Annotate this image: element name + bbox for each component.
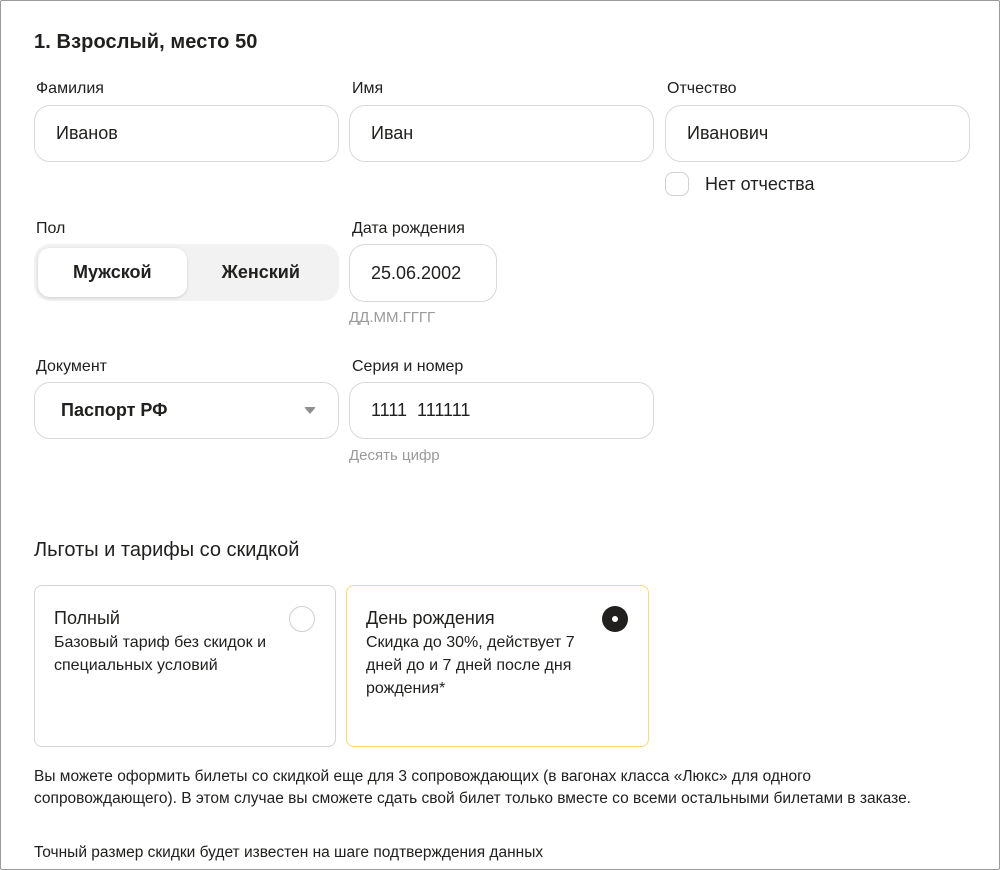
benefits-heading: Льготы и тарифы со скидкой xyxy=(34,539,300,561)
first-name-label: Имя xyxy=(352,80,384,97)
discount-note-secondary: Точный размер скидки будет известен на шаге подтверждения данных xyxy=(34,844,544,861)
gender-option-male[interactable]: Мужской xyxy=(38,248,187,297)
birth-date-label: Дата рождения xyxy=(352,220,465,237)
document-type-value: Паспорт РФ xyxy=(61,400,168,420)
birth-date-value: 25.06.2002 xyxy=(371,262,462,283)
middle-name-input[interactable] xyxy=(665,105,970,162)
no-middle-name-label: Нет отчества xyxy=(705,173,815,194)
tariff-title: Полный xyxy=(54,608,120,628)
document-number-value: 1111 111111 xyxy=(371,400,471,420)
tariff-card-full[interactable] xyxy=(34,585,336,747)
tariff-radio-birthday[interactable] xyxy=(602,606,628,632)
tariff-description: Базовый тариф без скидок и специальных условий xyxy=(54,634,267,674)
gender-label: Пол xyxy=(36,220,66,237)
gender-switch[interactable] xyxy=(34,244,339,301)
document-type-select[interactable] xyxy=(34,382,339,439)
document-number-hint: Десять цифр xyxy=(349,447,440,464)
tariff-radio-full[interactable] xyxy=(289,606,315,632)
no-middle-name-checkbox[interactable] xyxy=(665,172,689,196)
first-name-input[interactable] xyxy=(349,105,654,162)
first-name-value: Иван xyxy=(371,123,414,143)
tariff-description: Скидка до 30%, действует 7 дней до и 7 дней после дня рождения* xyxy=(366,634,575,697)
last-name-input[interactable] xyxy=(34,105,339,162)
gender-option-female[interactable]: Женский xyxy=(221,262,300,282)
last-name-value: Иванов xyxy=(56,123,118,143)
middle-name-label: Отчество xyxy=(667,80,737,97)
birth-date-hint: ДД.ММ.ГГГГ xyxy=(349,309,436,326)
no-middle-name-row[interactable] xyxy=(665,172,815,196)
discount-note: Вы можете оформить билеты со скидкой еще для 3 сопровождающих (в вагонах класса «Люкс» для одного сопровождающего). В этом случае вы сможете сдать свой билет только вместе со всеми остальными билетами в заказе. xyxy=(34,768,911,807)
chevron-down-icon xyxy=(304,407,316,414)
middle-name-value: Иванович xyxy=(687,123,769,143)
document-label: Документ xyxy=(36,358,107,375)
tariff-title: День рождения xyxy=(366,608,495,628)
tariff-card-birthday[interactable] xyxy=(346,585,649,747)
birth-date-input[interactable] xyxy=(349,244,497,302)
passenger-heading: 1. Взрослый, место 50 xyxy=(34,31,258,53)
last-name-label: Фамилия xyxy=(36,80,104,97)
document-number-input[interactable] xyxy=(349,382,654,439)
document-number-label: Серия и номер xyxy=(352,358,464,375)
